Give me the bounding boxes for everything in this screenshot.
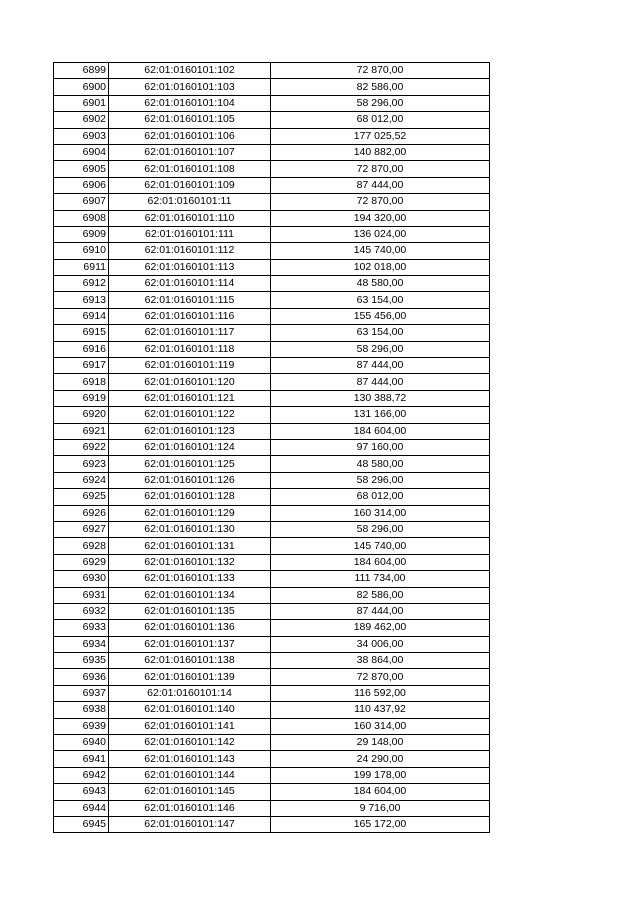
- cadastral-number-cell: 62:01:0160101:135: [109, 603, 271, 619]
- row-number-cell: 6916: [54, 341, 109, 357]
- table-row: [54, 95, 490, 111]
- cadastral-number-cell: 62:01:0160101:122: [109, 407, 271, 423]
- cadastral-number-cell: 62:01:0160101:130: [109, 521, 271, 537]
- table-row: [54, 456, 490, 472]
- row-number-cell: 6907: [54, 194, 109, 210]
- row-number-cell: 6923: [54, 456, 109, 472]
- cadastral-number-cell: 62:01:0160101:107: [109, 144, 271, 160]
- cadastral-number-cell: 62:01:0160101:111: [109, 226, 271, 242]
- table-row: [54, 358, 490, 374]
- table-row: [54, 702, 490, 718]
- cadastral-value-cell: 87 444,00: [271, 603, 490, 619]
- cadastral-number-cell: 62:01:0160101:102: [109, 63, 271, 79]
- table-row: [54, 243, 490, 259]
- cadastral-value-cell: 136 024,00: [271, 226, 490, 242]
- row-number-cell: 6936: [54, 669, 109, 685]
- row-number-cell: 6939: [54, 718, 109, 734]
- row-number-cell: 6942: [54, 767, 109, 783]
- row-number-cell: 6935: [54, 653, 109, 669]
- cadastral-value-cell: 87 444,00: [271, 374, 490, 390]
- cadastral-number-cell: 62:01:0160101:134: [109, 587, 271, 603]
- cadastral-number-cell: 62:01:0160101:128: [109, 489, 271, 505]
- cadastral-value-table: [53, 62, 490, 833]
- cadastral-value-cell: 111 734,00: [271, 571, 490, 587]
- cadastral-number-cell: 62:01:0160101:141: [109, 718, 271, 734]
- cadastral-value-cell: 199 178,00: [271, 767, 490, 783]
- row-number-cell: 6941: [54, 751, 109, 767]
- cadastral-number-cell: 62:01:0160101:116: [109, 308, 271, 324]
- table-row: [54, 128, 490, 144]
- cadastral-value-cell: 82 586,00: [271, 587, 490, 603]
- table-row: [54, 308, 490, 324]
- table-row: [54, 538, 490, 554]
- table-row: [54, 341, 490, 357]
- row-number-cell: 6908: [54, 210, 109, 226]
- cadastral-number-cell: 62:01:0160101:117: [109, 325, 271, 341]
- cadastral-number-cell: 62:01:0160101:114: [109, 276, 271, 292]
- table-row: [54, 259, 490, 275]
- table-row: [54, 390, 490, 406]
- table-row: [54, 489, 490, 505]
- table-row: [54, 226, 490, 242]
- table-row: [54, 587, 490, 603]
- row-number-cell: 6900: [54, 79, 109, 95]
- row-number-cell: 6920: [54, 407, 109, 423]
- table-row: [54, 505, 490, 521]
- cadastral-value-cell: 194 320,00: [271, 210, 490, 226]
- cadastral-value-cell: 34 006,00: [271, 636, 490, 652]
- cadastral-number-cell: 62:01:0160101:11: [109, 194, 271, 210]
- table-row: [54, 784, 490, 800]
- cadastral-number-cell: 62:01:0160101:119: [109, 358, 271, 374]
- row-number-cell: 6899: [54, 63, 109, 79]
- table-row: [54, 554, 490, 570]
- table-row: [54, 144, 490, 160]
- cadastral-value-cell: 87 444,00: [271, 358, 490, 374]
- cadastral-value-cell: 145 740,00: [271, 243, 490, 259]
- cadastral-number-cell: 62:01:0160101:132: [109, 554, 271, 570]
- row-number-cell: 6940: [54, 735, 109, 751]
- cadastral-number-cell: 62:01:0160101:106: [109, 128, 271, 144]
- table-row: [54, 161, 490, 177]
- table-row: [54, 407, 490, 423]
- cadastral-value-cell: 24 290,00: [271, 751, 490, 767]
- cadastral-value-cell: 189 462,00: [271, 620, 490, 636]
- table-row: [54, 194, 490, 210]
- row-number-cell: 6938: [54, 702, 109, 718]
- row-number-cell: 6909: [54, 226, 109, 242]
- row-number-cell: 6917: [54, 358, 109, 374]
- table-row: [54, 325, 490, 341]
- cadastral-value-cell: 160 314,00: [271, 505, 490, 521]
- cadastral-value-cell: 87 444,00: [271, 177, 490, 193]
- cadastral-number-cell: 62:01:0160101:133: [109, 571, 271, 587]
- table-row: [54, 374, 490, 390]
- cadastral-value-cell: 58 296,00: [271, 341, 490, 357]
- table-body: [54, 63, 490, 833]
- cadastral-number-cell: 62:01:0160101:136: [109, 620, 271, 636]
- row-number-cell: 6933: [54, 620, 109, 636]
- cadastral-number-cell: 62:01:0160101:104: [109, 95, 271, 111]
- row-number-cell: 6927: [54, 521, 109, 537]
- cadastral-value-cell: 102 018,00: [271, 259, 490, 275]
- row-number-cell: 6902: [54, 112, 109, 128]
- cadastral-value-cell: 116 592,00: [271, 685, 490, 701]
- cadastral-value-cell: 72 870,00: [271, 63, 490, 79]
- table-row: [54, 685, 490, 701]
- row-number-cell: 6903: [54, 128, 109, 144]
- cadastral-value-cell: 68 012,00: [271, 112, 490, 128]
- cadastral-number-cell: 62:01:0160101:109: [109, 177, 271, 193]
- table-row: [54, 800, 490, 816]
- cadastral-value-cell: 72 870,00: [271, 194, 490, 210]
- table-row: [54, 276, 490, 292]
- table-row: [54, 439, 490, 455]
- cadastral-number-cell: 62:01:0160101:145: [109, 784, 271, 800]
- cadastral-value-cell: 58 296,00: [271, 521, 490, 537]
- row-number-cell: 6913: [54, 292, 109, 308]
- table-row: [54, 423, 490, 439]
- row-number-cell: 6901: [54, 95, 109, 111]
- row-number-cell: 6918: [54, 374, 109, 390]
- cadastral-value-cell: 145 740,00: [271, 538, 490, 554]
- cadastral-value-cell: 184 604,00: [271, 423, 490, 439]
- row-number-cell: 6937: [54, 685, 109, 701]
- row-number-cell: 6912: [54, 276, 109, 292]
- cadastral-number-cell: 62:01:0160101:105: [109, 112, 271, 128]
- table-row: [54, 292, 490, 308]
- row-number-cell: 6919: [54, 390, 109, 406]
- row-number-cell: 6931: [54, 587, 109, 603]
- table-row: [54, 767, 490, 783]
- table-row: [54, 472, 490, 488]
- cadastral-value-cell: 58 296,00: [271, 472, 490, 488]
- row-number-cell: 6921: [54, 423, 109, 439]
- row-number-cell: 6943: [54, 784, 109, 800]
- cadastral-value-cell: 131 166,00: [271, 407, 490, 423]
- cadastral-number-cell: 62:01:0160101:103: [109, 79, 271, 95]
- cadastral-value-cell: 130 388,72: [271, 390, 490, 406]
- table-row: [54, 751, 490, 767]
- cadastral-number-cell: 62:01:0160101:125: [109, 456, 271, 472]
- cadastral-value-cell: 48 580,00: [271, 456, 490, 472]
- row-number-cell: 6924: [54, 472, 109, 488]
- cadastral-number-cell: 62:01:0160101:143: [109, 751, 271, 767]
- cadastral-number-cell: 62:01:0160101:126: [109, 472, 271, 488]
- cadastral-number-cell: 62:01:0160101:108: [109, 161, 271, 177]
- table-row: [54, 603, 490, 619]
- table-row: [54, 63, 490, 79]
- cadastral-number-cell: 62:01:0160101:147: [109, 816, 271, 832]
- row-number-cell: 6930: [54, 571, 109, 587]
- cadastral-value-cell: 63 154,00: [271, 292, 490, 308]
- row-number-cell: 6925: [54, 489, 109, 505]
- row-number-cell: 6904: [54, 144, 109, 160]
- table-row: [54, 735, 490, 751]
- cadastral-number-cell: 62:01:0160101:129: [109, 505, 271, 521]
- row-number-cell: 6911: [54, 259, 109, 275]
- cadastral-value-cell: 184 604,00: [271, 554, 490, 570]
- table-row: [54, 816, 490, 832]
- cadastral-value-cell: 177 025,52: [271, 128, 490, 144]
- cadastral-value-cell: 110 437,92: [271, 702, 490, 718]
- cadastral-number-cell: 62:01:0160101:139: [109, 669, 271, 685]
- cadastral-number-cell: 62:01:0160101:118: [109, 341, 271, 357]
- cadastral-value-cell: 155 456,00: [271, 308, 490, 324]
- cadastral-number-cell: 62:01:0160101:146: [109, 800, 271, 816]
- table-row: [54, 669, 490, 685]
- cadastral-number-cell: 62:01:0160101:112: [109, 243, 271, 259]
- cadastral-number-cell: 62:01:0160101:138: [109, 653, 271, 669]
- cadastral-value-cell: 9 716,00: [271, 800, 490, 816]
- row-number-cell: 6915: [54, 325, 109, 341]
- cadastral-value-cell: 38 864,00: [271, 653, 490, 669]
- cadastral-value-cell: 29 148,00: [271, 735, 490, 751]
- cadastral-number-cell: 62:01:0160101:144: [109, 767, 271, 783]
- row-number-cell: 6945: [54, 816, 109, 832]
- row-number-cell: 6910: [54, 243, 109, 259]
- row-number-cell: 6928: [54, 538, 109, 554]
- cadastral-number-cell: 62:01:0160101:142: [109, 735, 271, 751]
- row-number-cell: 6905: [54, 161, 109, 177]
- cadastral-number-cell: 62:01:0160101:113: [109, 259, 271, 275]
- cadastral-value-cell: 58 296,00: [271, 95, 490, 111]
- table-row: [54, 177, 490, 193]
- cadastral-number-cell: 62:01:0160101:121: [109, 390, 271, 406]
- cadastral-number-cell: 62:01:0160101:124: [109, 439, 271, 455]
- row-number-cell: 6926: [54, 505, 109, 521]
- cadastral-number-cell: 62:01:0160101:140: [109, 702, 271, 718]
- table-row: [54, 653, 490, 669]
- table-row: [54, 210, 490, 226]
- row-number-cell: 6929: [54, 554, 109, 570]
- cadastral-value-cell: 63 154,00: [271, 325, 490, 341]
- cadastral-number-cell: 62:01:0160101:123: [109, 423, 271, 439]
- cadastral-number-cell: 62:01:0160101:131: [109, 538, 271, 554]
- row-number-cell: 6906: [54, 177, 109, 193]
- table-row: [54, 636, 490, 652]
- row-number-cell: 6922: [54, 439, 109, 455]
- cadastral-value-cell: 48 580,00: [271, 276, 490, 292]
- row-number-cell: 6932: [54, 603, 109, 619]
- table-row: [54, 620, 490, 636]
- cadastral-value-cell: 68 012,00: [271, 489, 490, 505]
- cadastral-value-cell: 160 314,00: [271, 718, 490, 734]
- table-row: [54, 571, 490, 587]
- cadastral-value-cell: 165 172,00: [271, 816, 490, 832]
- cadastral-value-cell: 184 604,00: [271, 784, 490, 800]
- table-row: [54, 79, 490, 95]
- row-number-cell: 6944: [54, 800, 109, 816]
- table-row: [54, 521, 490, 537]
- cadastral-value-cell: 97 160,00: [271, 439, 490, 455]
- cadastral-value-cell: 72 870,00: [271, 669, 490, 685]
- cadastral-number-cell: 62:01:0160101:110: [109, 210, 271, 226]
- cadastral-number-cell: 62:01:0160101:115: [109, 292, 271, 308]
- cadastral-number-cell: 62:01:0160101:137: [109, 636, 271, 652]
- cadastral-number-cell: 62:01:0160101:14: [109, 685, 271, 701]
- cadastral-value-cell: 82 586,00: [271, 79, 490, 95]
- row-number-cell: 6934: [54, 636, 109, 652]
- table-row: [54, 718, 490, 734]
- row-number-cell: 6914: [54, 308, 109, 324]
- cadastral-value-cell: 140 882,00: [271, 144, 490, 160]
- table-row: [54, 112, 490, 128]
- cadastral-value-cell: 72 870,00: [271, 161, 490, 177]
- cadastral-number-cell: 62:01:0160101:120: [109, 374, 271, 390]
